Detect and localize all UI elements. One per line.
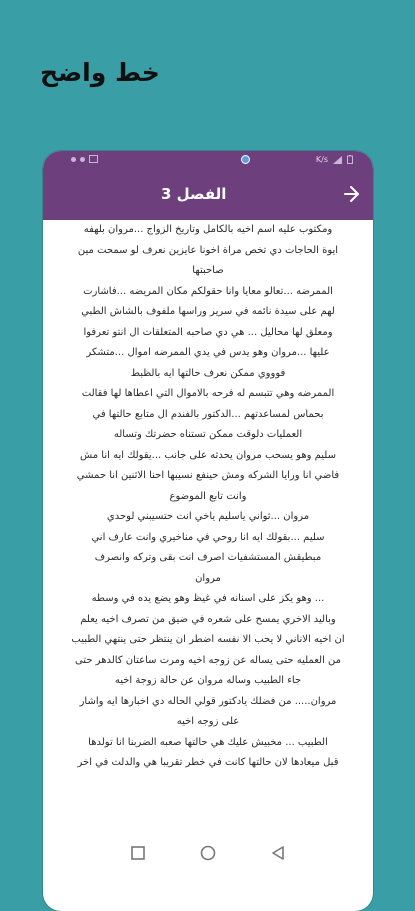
status-center (241, 155, 250, 164)
app-bar (43, 169, 373, 220)
status-right (316, 155, 353, 164)
system-nav-bar (43, 834, 373, 872)
system-back-button[interactable] (269, 844, 287, 862)
story-line: وانت تابع الموضوع (169, 490, 247, 502)
network-speed: K/s (315, 155, 328, 164)
story-line: الممرضه ...تعالو معايا وانا حقولكم مكان المريضه ...فاشارت (83, 285, 333, 297)
home-button[interactable] (199, 844, 217, 862)
recents-square-icon (129, 844, 147, 862)
story-line: مروان (195, 572, 221, 584)
story-line: عليها ...مروان وهو يدس في يدي الممرضه اموال ...متشكر (86, 347, 330, 358)
status-left-icons (71, 155, 98, 163)
story-line: ... وهو يكز على اسنانه في غيظ وهو يضع يده في وسطه (91, 593, 325, 604)
signal-icon (333, 156, 342, 164)
notification-dot-icon (80, 157, 85, 162)
home-circle-icon (199, 844, 217, 862)
arrow-back-icon (339, 182, 363, 206)
story-line: جاء الطبيب وساله مروان عن حالة زوجة اخيه (114, 675, 302, 686)
story-line: سليم ...بقولك ايه انا روحي في مناخيري وانت عارف اني (91, 531, 325, 543)
story-line: ومكتوب عليه اسم اخيه بالكامل وتاريخ الزواج ...مروان بلهفه (83, 224, 333, 235)
story-line: ان اخيه الاناني لا يحب الا نفسه اضطر ان ينتظر حتى ينتهي الطبيب (71, 634, 345, 645)
chapter-title: الفصل 3 (161, 185, 227, 203)
story-line: مبطيقش المستشفيات اصرف انت بقى وتركه وانصرف (94, 552, 322, 563)
recents-button[interactable] (129, 844, 147, 862)
back-triangle-icon (269, 844, 287, 862)
story-line: فاضي انا ورايا الشركه ومش حينفع نسيبها احنا الاثنين انا حمشي (76, 470, 340, 481)
story-line: لهم على سيدة نائمه في سرير وراسها ملفوف بالشاش الطبي (81, 306, 335, 317)
story-line: ايوة الحاجات دي تخص مراة اخونا عايزين نعرف لو سمحت مين (77, 244, 339, 256)
story-line: من العمليه حتى يساله عن زوجه اخيه ومرت ساعتان كالدهر حتى (74, 654, 342, 666)
story-line: ومعلق لها محاليل ... هي دي صاحبه المتعلقات ال انتو تعرفوا (83, 326, 333, 338)
story-line: سليم وهو يسحب مروان يحدثه على جانب ...يقولك ايه انا مش (80, 449, 336, 461)
battery-icon (347, 155, 353, 164)
story-line: صاحبتها (192, 265, 224, 276)
story-line: الممرضه وهي تتبسم له فرحه بالاموال التي اعطاها لها فقالت (81, 388, 335, 399)
story-line: بحماس لمساعدتهم ...الدكتور بالفندم ال متابع حالتها في (92, 408, 324, 420)
story-line: مروان..... من فضلك يادكتور قولي الحاله دي اخبارها ايه واشار (79, 695, 337, 707)
promo-title: خط واضح (40, 58, 160, 87)
story-line: قبل ميعادها لان حالتها كانت في خطر تقريبا هي والدلت في اخر (77, 757, 339, 768)
back-button[interactable] (339, 182, 363, 206)
notification-box-icon (89, 155, 98, 163)
status-bar (43, 151, 373, 169)
wifi-dot-icon (241, 155, 250, 164)
story-line: على زوجه اخيه (176, 716, 240, 727)
notification-dot-icon (71, 157, 76, 162)
story-line: مروان ...ثواني ياسليم ياخي انت حتسيبني لوحدي (106, 511, 310, 522)
story-line: وباليد الاخري يمسح على شعره في ضيق من تصرف اخيه يعلم (80, 613, 336, 625)
story-line: فوووي ممكن نعرف حالتها ايه بالظبط (130, 367, 286, 379)
story-content[interactable] (43, 220, 373, 772)
phone-screen (43, 151, 373, 911)
story-line: الطبيب ... مخبيش عليك هي حالتها صعبه الضربنا انا تولدها (88, 736, 328, 748)
story-line: العمليات دلوقت ممكن تستناه حضرتك وتساله (113, 429, 303, 440)
